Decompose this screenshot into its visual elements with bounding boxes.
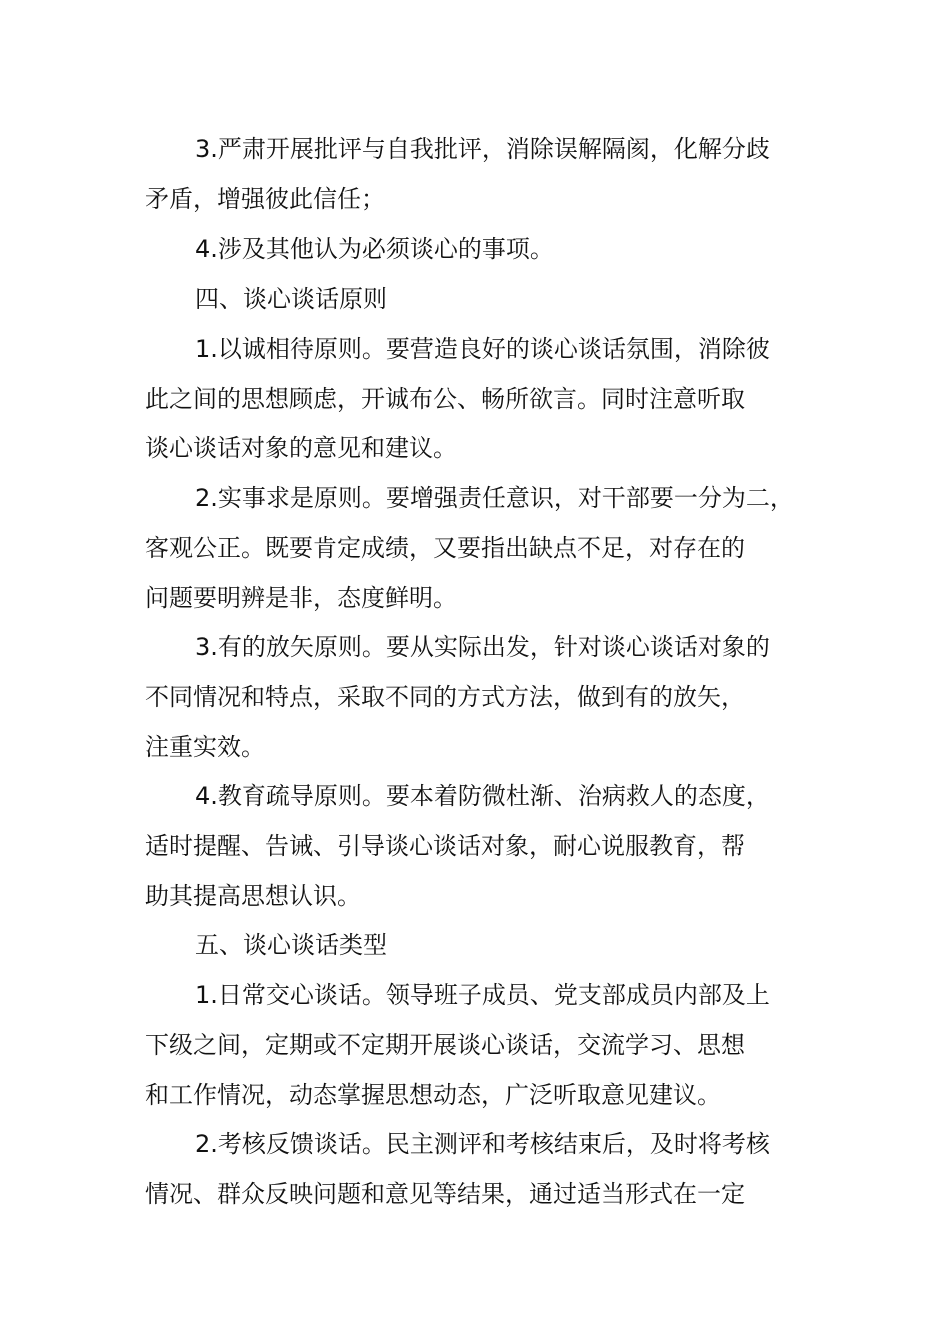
text-line: 2.考核反馈谈话。民主测评和考核结束后，及时将考核	[195, 1130, 770, 1158]
text-line: 问题要明辨是非，态度鲜明。	[145, 584, 457, 612]
text-line: 3.有的放矢原则。要从实际出发，针对谈心谈话对象的	[195, 633, 770, 661]
text-line: 下级之间，定期或不定期开展谈心谈话，交流学习、思想	[145, 1031, 745, 1059]
text-line: 2.实事求是原则。要增强责任意识，对干部要一分为二，	[195, 484, 794, 512]
text-line: 助其提高思想认识。	[145, 882, 361, 910]
text-line: 此之间的思想顾虑，开诚布公、畅所欲言。同时注意听取	[145, 385, 745, 413]
text-line: 4.涉及其他认为必须谈心的事项。	[195, 235, 554, 263]
section-heading: 四、谈心谈话原则	[195, 285, 387, 313]
text-line: 谈心谈话对象的意见和建议。	[145, 434, 457, 462]
text-line: 1.日常交心谈话。领导班子成员、党支部成员内部及上	[195, 981, 770, 1009]
text-line: 矛盾，增强彼此信任；	[145, 185, 385, 213]
text-line: 客观公正。既要肯定成绩，又要指出缺点不足，对存在的	[145, 534, 745, 562]
text-line: 和工作情况，动态掌握思想动态，广泛听取意见建议。	[145, 1081, 721, 1109]
section-heading: 五、谈心谈话类型	[195, 931, 387, 959]
text-line: 4.教育疏导原则。要本着防微杜渐、治病救人的态度，	[195, 782, 770, 810]
text-line: 适时提醒、告诫、引导谈心谈话对象，耐心说服教育，帮	[145, 832, 745, 860]
text-line: 注重实效。	[145, 733, 265, 761]
text-line: 3.严肃开展批评与自我批评，消除误解隔阂，化解分歧	[195, 135, 770, 163]
text-line: 不同情况和特点，采取不同的方式方法，做到有的放矢，	[145, 683, 745, 711]
text-line: 情况、群众反映问题和意见等结果，通过适当形式在一定	[145, 1180, 745, 1208]
text-line: 1.以诚相待原则。要营造良好的谈心谈话氛围，消除彼	[195, 335, 770, 363]
